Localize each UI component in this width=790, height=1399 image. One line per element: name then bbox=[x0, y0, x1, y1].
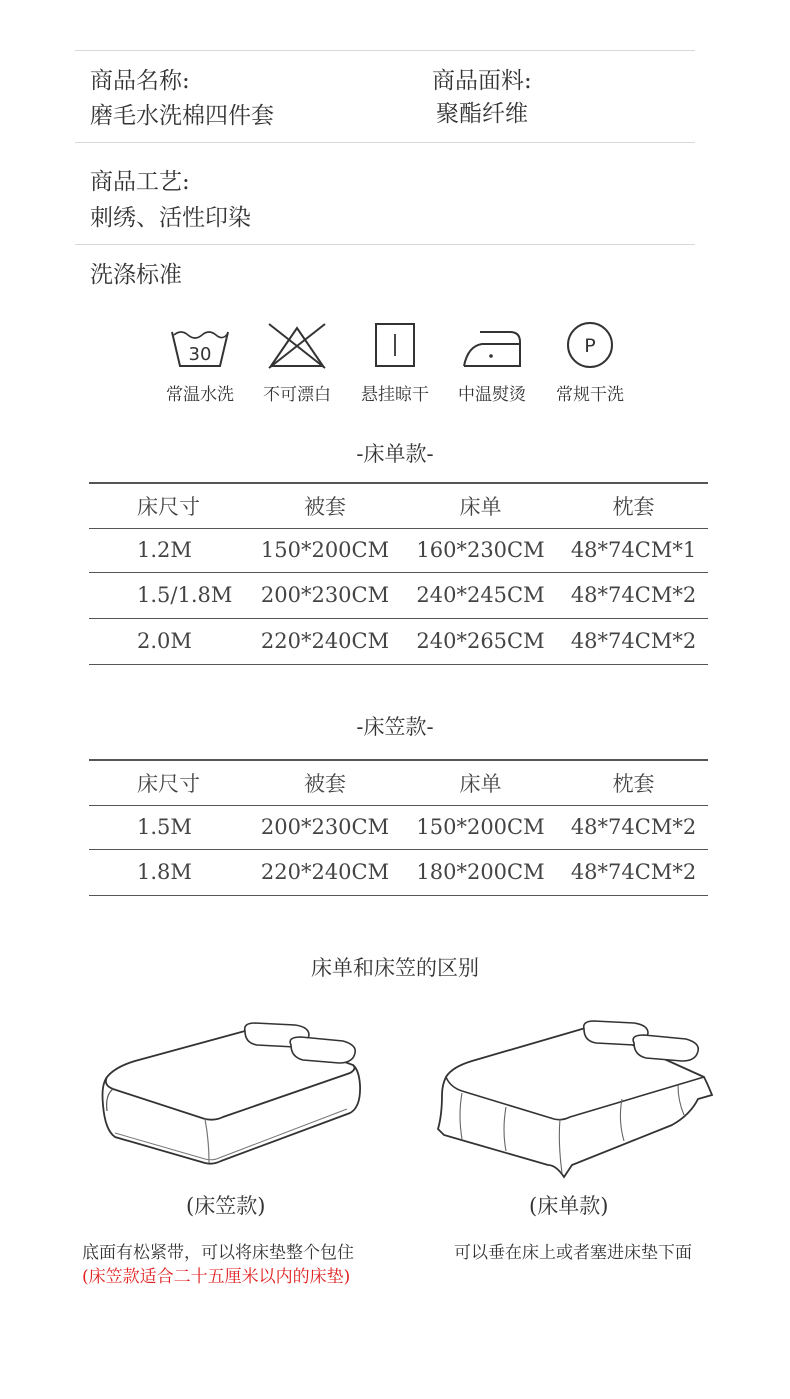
fitted-note: 底面有松紧带，可以将床垫整个包住 bbox=[82, 1243, 354, 1263]
cell-sheet: 240*245CM bbox=[402, 572, 559, 618]
product-name-label: 商品名称: bbox=[90, 68, 190, 94]
header-pillowcase: 枕套 bbox=[559, 761, 708, 805]
cell-sheet: 160*230CM bbox=[402, 528, 559, 572]
cell-bed-size: 1.8M bbox=[89, 849, 248, 895]
sheet-size-table bbox=[89, 484, 708, 665]
care-item-dryclean bbox=[545, 320, 635, 405]
wash-30-icon bbox=[168, 320, 232, 370]
dry-clean-p-icon bbox=[558, 320, 622, 370]
header-bed-size: 床尺寸 bbox=[89, 761, 248, 805]
divider-top bbox=[75, 50, 695, 51]
fitted-note-warning: (床笠款适合二十五厘米以内的床垫) bbox=[82, 1267, 351, 1287]
cell-bed-size: 1.5M bbox=[89, 805, 248, 849]
table-row bbox=[89, 618, 708, 664]
hang-dry-icon bbox=[363, 320, 427, 370]
divider-2 bbox=[75, 142, 695, 143]
fitted-sheet-illustration bbox=[95, 1015, 370, 1175]
care-label-dryclean: 常规干洗 bbox=[556, 385, 624, 405]
cell-bed-size: 2.0M bbox=[89, 618, 248, 664]
care-item-dry bbox=[350, 320, 440, 405]
cell-pillowcase: 48*74CM*2 bbox=[559, 618, 708, 664]
cell-pillowcase: 48*74CM*2 bbox=[559, 849, 708, 895]
craft-value: 刺绣、活性印染 bbox=[90, 205, 251, 231]
care-label-wash: 常温水洗 bbox=[166, 385, 234, 405]
header-duvet: 被套 bbox=[248, 484, 402, 528]
flat-caption: (床单款) bbox=[529, 1194, 609, 1218]
craft-label: 商品工艺: bbox=[90, 169, 190, 195]
cell-duvet: 200*230CM bbox=[248, 805, 402, 849]
dry-clean-symbol: P bbox=[584, 335, 596, 357]
header-sheet: 床单 bbox=[402, 761, 559, 805]
cell-sheet: 150*200CM bbox=[402, 805, 559, 849]
divider-3 bbox=[75, 244, 695, 245]
fitted-caption: (床笠款) bbox=[186, 1194, 266, 1218]
care-label-dry: 悬挂晾干 bbox=[361, 385, 429, 405]
table-row bbox=[89, 528, 708, 572]
fitted-size-table bbox=[89, 761, 708, 896]
header-pillowcase: 枕套 bbox=[559, 484, 708, 528]
care-label-iron: 中温熨烫 bbox=[458, 385, 526, 405]
cell-bed-size: 1.2M bbox=[89, 528, 248, 572]
care-item-bleach bbox=[252, 320, 342, 405]
wash-standard-label: 洗涤标准 bbox=[90, 262, 182, 288]
header-bed-size: 床尺寸 bbox=[89, 484, 248, 528]
wash-temperature-symbol: 30 bbox=[188, 344, 212, 365]
care-item-iron bbox=[447, 320, 537, 405]
cell-duvet: 220*240CM bbox=[248, 849, 402, 895]
fabric-label: 商品面料: bbox=[432, 68, 532, 94]
care-label-bleach: 不可漂白 bbox=[263, 385, 331, 405]
product-name-value: 磨毛水洗棉四件套 bbox=[90, 103, 274, 129]
table-row bbox=[89, 572, 708, 618]
cell-duvet: 220*240CM bbox=[248, 618, 402, 664]
header-sheet: 床单 bbox=[402, 484, 559, 528]
cell-duvet: 200*230CM bbox=[248, 572, 402, 618]
cell-bed-size: 1.5/1.8M bbox=[89, 572, 248, 618]
cell-duvet: 150*200CM bbox=[248, 528, 402, 572]
table-row bbox=[89, 805, 708, 849]
header-duvet: 被套 bbox=[248, 761, 402, 805]
cell-sheet: 240*265CM bbox=[402, 618, 559, 664]
flat-sheet-illustration bbox=[432, 1015, 714, 1185]
no-bleach-icon bbox=[265, 320, 329, 370]
iron-medium-icon bbox=[460, 320, 524, 370]
fabric-value: 聚酯纤维 bbox=[436, 101, 528, 127]
cell-pillowcase: 48*74CM*2 bbox=[559, 805, 708, 849]
table-header-row bbox=[89, 761, 708, 805]
cell-pillowcase: 48*74CM*1 bbox=[559, 528, 708, 572]
fitted-table-title: -床笠款- bbox=[356, 715, 434, 739]
table-row bbox=[89, 849, 708, 895]
difference-title: 床单和床笠的区别 bbox=[311, 956, 479, 980]
cell-pillowcase: 48*74CM*2 bbox=[559, 572, 708, 618]
table-header-row bbox=[89, 484, 708, 528]
flat-note: 可以垂在床上或者塞进床垫下面 bbox=[454, 1243, 692, 1263]
sheet-table-title: -床单款- bbox=[356, 442, 434, 466]
cell-sheet: 180*200CM bbox=[402, 849, 559, 895]
care-item-wash bbox=[155, 320, 245, 405]
